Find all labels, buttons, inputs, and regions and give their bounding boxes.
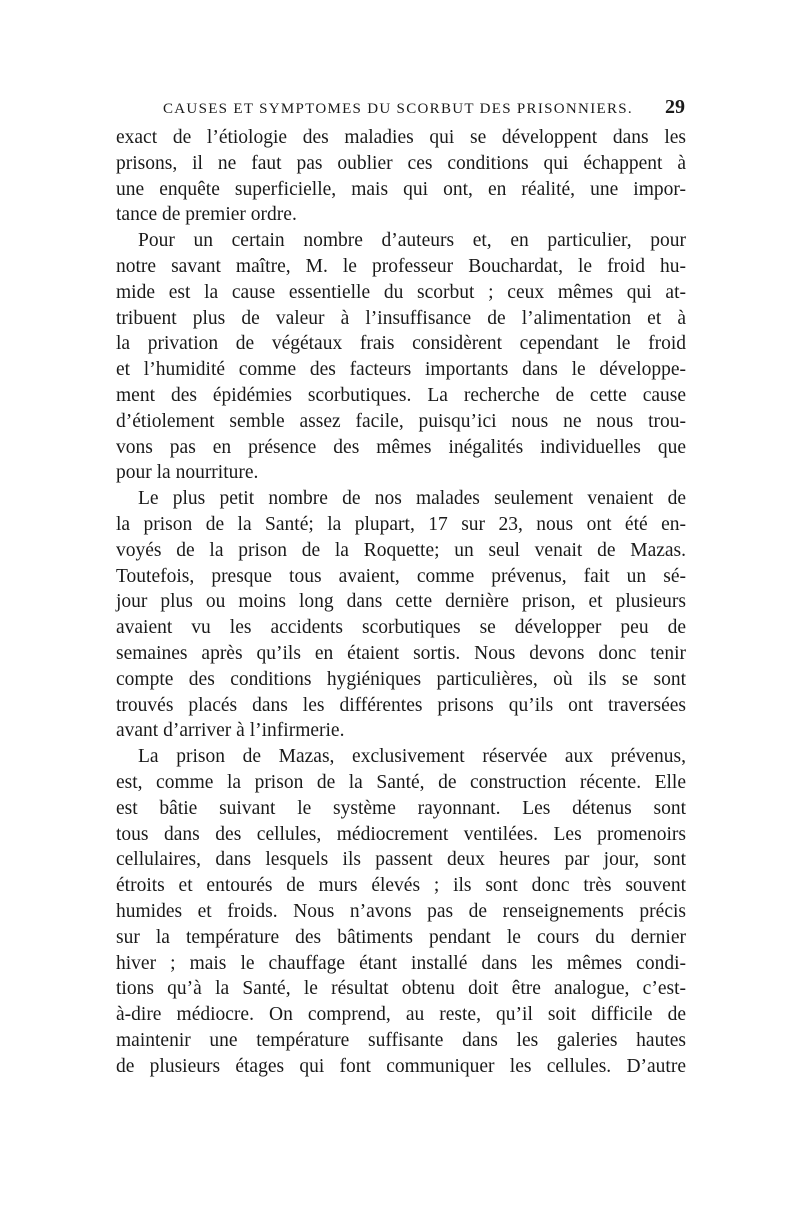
- paragraph-3: [116, 486, 686, 744]
- text-line: vons pas en présence des mêmes inégalités individuelles que: [116, 436, 686, 458]
- text-line: voyés de la prison de la Roquette; un seul venait de Mazas.: [116, 539, 686, 561]
- running-head: [163, 96, 685, 122]
- text-line: sur la température des bâtiments pendant le cours du dernier: [116, 926, 686, 948]
- paragraph-1: [116, 125, 686, 228]
- text-line: maintenir une température suffisante dans les galeries hautes: [116, 1029, 686, 1051]
- text-line: cellulaires, dans lesquels ils passent deux heures par jour, sont: [116, 849, 686, 871]
- text-line: d’étiolement semble assez facile, puisqu’ici nous ne nous trou-: [116, 410, 686, 432]
- text-line: tance de premier ordre.: [116, 204, 297, 226]
- text-line: avant d’arriver à l’infirmerie.: [116, 720, 345, 742]
- text-line: est bâtie suivant le système rayonnant. Les détenus sont: [116, 797, 686, 819]
- text-line: tions qu’à la Santé, le résultat obtenu doit être analogue, c’est-: [116, 978, 686, 1000]
- running-title: CAUSES ET SYMPTOMES DU SCORBUT DES PRISONNIERS.: [163, 101, 633, 117]
- text-line: mide est la cause essentielle du scorbut ; ceux mêmes qui at-: [116, 281, 686, 303]
- page-number: 29: [665, 96, 685, 118]
- paragraph-2: [116, 228, 686, 486]
- text-line: Le plus petit nombre de nos malades seulement venaient de: [138, 488, 686, 510]
- text-line: tous dans des cellules, médiocrement ventilées. Les promenoirs: [116, 823, 686, 845]
- text-line: pour la nourriture.: [116, 462, 259, 484]
- text-line: trouvés placés dans les différentes prisons qu’ils ont traversées: [116, 694, 686, 716]
- body-text: [116, 125, 686, 1079]
- text-line: de plusieurs étages qui font communiquer les cellules. D’autre: [116, 1055, 686, 1077]
- text-line: hiver ; mais le chauffage étant installé dans les mêmes condi-: [116, 952, 686, 974]
- text-line: exact de l’étiologie des maladies qui se développent dans les: [116, 127, 686, 148]
- text-line: et l’humidité comme des facteurs importants dans le développe-: [116, 359, 686, 381]
- text-line: à-dire médiocre. On comprend, au reste, qu’il soit difficile de: [116, 1004, 686, 1026]
- text-line: Pour un certain nombre d’auteurs et, en particulier, pour: [138, 230, 686, 252]
- text-line: la privation de végétaux frais considèrent cependant le froid: [116, 333, 686, 355]
- text-line: humides et froids. Nous n’avons pas de renseignements précis: [116, 900, 686, 922]
- text-line: ment des épidémies scorbutiques. La recherche de cette cause: [116, 384, 686, 406]
- text-line: prisons, il ne faut pas oublier ces conditions qui échappent à: [116, 152, 686, 174]
- text-line: avaient vu les accidents scorbutiques se développer peu de: [116, 617, 686, 639]
- text-line: tribuent plus de valeur à l’insuffisance de l’alimentation et à: [116, 307, 686, 329]
- text-line: étroits et entourés de murs élevés ; ils sont donc très souvent: [116, 875, 686, 897]
- text-line: notre savant maître, M. le professeur Bouchardat, le froid hu-: [116, 255, 686, 277]
- text-line: Toutefois, presque tous avaient, comme prévenus, fait un sé-: [116, 565, 686, 587]
- text-line: est, comme la prison de la Santé, de construction récente. Elle: [116, 771, 686, 793]
- text-line: semaines après qu’ils en étaient sortis. Nous devons donc tenir: [116, 642, 686, 664]
- paragraph-4: [116, 744, 686, 1079]
- text-line: la prison de la Santé; la plupart, 17 sur 23, nous ont été en-: [116, 513, 686, 535]
- text-line: La prison de Mazas, exclusivement réservée aux prévenus,: [138, 746, 686, 768]
- text-line: une enquête superficielle, mais qui ont, en réalité, une impor-: [116, 178, 686, 200]
- text-line: jour plus ou moins long dans cette dernière prison, et plusieurs: [116, 591, 686, 613]
- text-line: compte des conditions hygiéniques particulières, où ils se sont: [116, 668, 686, 690]
